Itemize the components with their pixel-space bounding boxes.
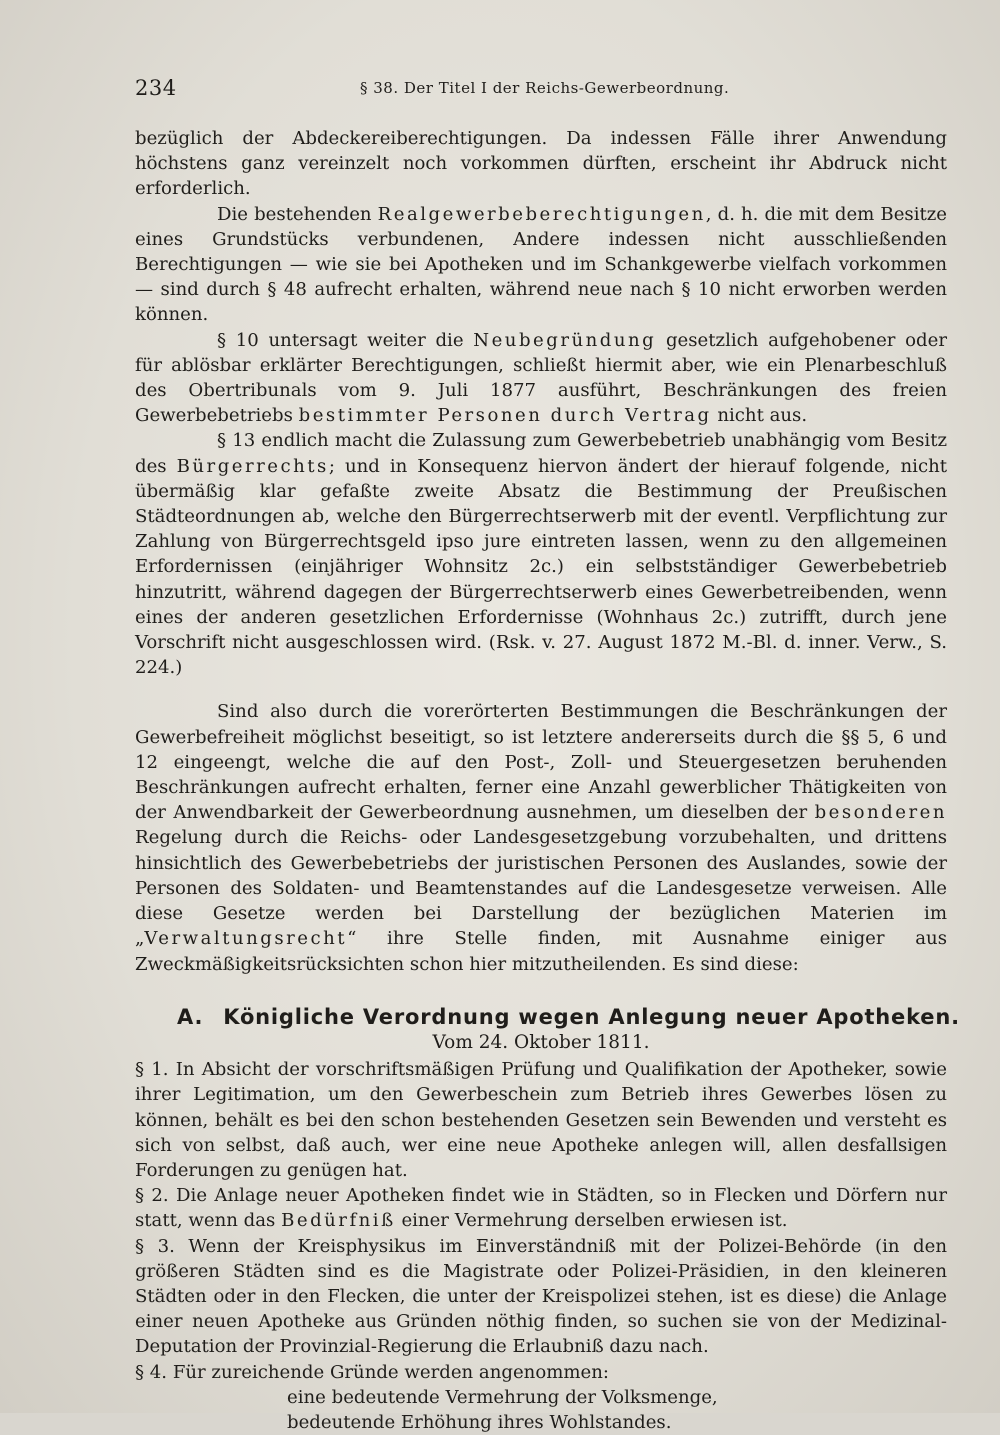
- text-run: ; und in Konsequenz hiervon ändert der hierauf folgende, nicht übermäßig klar gefaßte zweite Absatz die Bestimmung der Preußischen Städteordnungen ab, welche den Bürgerrechtserwerb mit der eventl. Verpflichtung zur Zahlung von Bürgerrechtsgeld ipso jure eintreten lassen, wenn zu den allgemeinen Erfordernissen (einjähriger Wohnsitz 2c.) ein selbstständiger Gewerbebetrieb hinzutritt, während dagegen der Bürgerrechtserwerb eines Gewerbetreibenden, wenn eines der anderen gesetzlichen Erfordernisse (Wohnhaus 2c.) zutrifft, durch jene Vorschrift nicht ausgeschlossen wird. (Rsk. v. 27. August 1872 M.-Bl. d. inner. Verw., S. 224.): [135, 455, 948, 679]
- law-section-2: [135, 1183, 947, 1233]
- spaced-emphasis: Verwaltungsrecht: [144, 928, 348, 950]
- paragraph-gewerbefreiheit: [135, 699, 947, 976]
- section-heading: [135, 1004, 960, 1030]
- text-run: § 2. Die Anlage neuer Apotheken findet wie in Städten, so in Flecken und Dörfern nur statt, wenn das: [135, 1185, 947, 1232]
- text-run: “ ihre Stelle finden, mit Ausnahme einiger aus Zweckmäßigkeitsrücksichten schon hier mitzutheilenden. Es sind diese:: [135, 928, 947, 975]
- paragraph-neubegruendung: [135, 328, 947, 429]
- section-letter: A.: [177, 1004, 204, 1029]
- page-header: [135, 76, 935, 106]
- page-number: 234: [135, 76, 177, 100]
- text-run: einer Vermehrung derselben erwiesen ist.: [395, 1210, 788, 1232]
- paragraph-realgewerbe: [135, 202, 947, 328]
- spaced-emphasis: Realgewerbeberechtigungen: [377, 203, 706, 225]
- list-item: bedeutende Erhöhung ihres Wohlstandes.: [287, 1411, 672, 1433]
- law-section-4: § 4. Für zureichende Gründe werden angenommen:: [135, 1361, 609, 1383]
- list-item: eine bedeutende Vermehrung der Volksmenge,: [287, 1386, 718, 1408]
- body-text: [135, 126, 960, 1435]
- text-run: , d. h. die mit dem Besitze eines Grundstücks verbundenen, Andere indessen nicht ausschließenden Berechtigungen — wie sie bei Apotheken und im Schankgewerbe vielfach vorkommen — sind durch § 48 aufrecht erhalten, während neue nach § 10 nicht erworben werden können.: [135, 203, 947, 326]
- text-run: nicht aus.: [711, 405, 808, 427]
- spaced-emphasis: Bürgerrechts: [176, 455, 329, 477]
- paragraph-buergerrecht: [135, 428, 947, 680]
- text-run: gesetzlich aufgehobener oder für ablösbar erklärter Berechtigungen, schließt hiermit aber, wie ein Plenarbeschluß des Obertribunals vom 9. Juli 1877 ausführt, Beschränkungen des freien Gewerbebetriebs: [135, 329, 947, 427]
- text-run: § 10 untersagt weiter die: [217, 329, 474, 351]
- spaced-emphasis: bestimmter Personen durch Vertrag: [298, 405, 712, 427]
- paragraph-abdeckerei: bezüglich der Abdeckereiberechtigungen. Da indessen Fälle ihrer Anwendung höchstens ganz vereinzelt noch vorkommen dürften, erscheint ihr Abdruck nicht erforderlich.: [135, 128, 947, 200]
- section-date: Vom 24. Oktober 1811.: [432, 1031, 650, 1053]
- law-section-3: § 3. Wenn der Kreisphysikus im Einverständniß mit der Polizei-Behörde (in den größeren Städten sind es die Magistrate oder Polizei-Präsidien, in den kleineren Städten oder in den Flecken, die unter der Kreispolizei stehen, ist es diese) die Anlage einer neuen Apotheke aus Gründen nöthig finden, so suchen sie von der Medizinal-Deputation der Provinzial-Regierung die Erlaubniß dazu nach.: [135, 1235, 947, 1358]
- text-run: Sind also durch die vorerörterten Bestimmungen die Beschränkungen der Gewerbefreiheit möglichst beseitigt, so ist letztere andererseits durch die §§ 5, 6 und 12 eingeengt, welche die auf den Post-, Zoll- und Steuergesetzen beruhenden Beschränkungen aufrecht erhalten, ferner eine Anzahl gewerblicher Thätigkeiten von der Anwendbarkeit der Gewerbeordnung ausnehmen, um dieselben der: [135, 701, 947, 824]
- text-run: Die bestehenden: [217, 203, 378, 225]
- running-head: § 38. Der Titel I der Reichs-Gewerbeordnung.: [360, 79, 730, 97]
- text-run: Regelung durch die Reichs- oder Landesgesetzgebung vorzubehalten, und drittens hinsichtlich des Gewerbebetriebs der juristischen Personen des Auslandes, sowie der Personen des Soldaten- und Beamtenstandes auf die Landesgesetze verweisen. Alle diese Gesetze werden bei Darstellung der bezüglichen Materien im „: [135, 827, 947, 950]
- text-run: § 13 endlich macht die Zulassung zum Gewerbebetrieb unabhängig vom Besitz des: [135, 430, 947, 477]
- spaced-emphasis: Neubegründung: [473, 329, 657, 351]
- law-section-1: § 1. In Absicht der vorschriftsmäßigen Prüfung und Qualifikation der Apotheker, sowie ihrer Legitimation, um den Gewerbeschein zum Betrieb ihres Gewerbes lösen zu können, behält es bei den schon bestehenden Gesetzen sein Bewenden und versteht es sich von selbst, daß auch, wer eine neue Apotheke anlegen will, allen desfallsigen Forderungen zu genügen hat.: [135, 1059, 947, 1181]
- section-title: Königliche Verordnung wegen Anlegung neuer Apotheken.: [223, 1004, 960, 1029]
- spaced-emphasis: besonderen: [814, 802, 947, 824]
- spaced-emphasis: Bedürfniß: [281, 1210, 396, 1232]
